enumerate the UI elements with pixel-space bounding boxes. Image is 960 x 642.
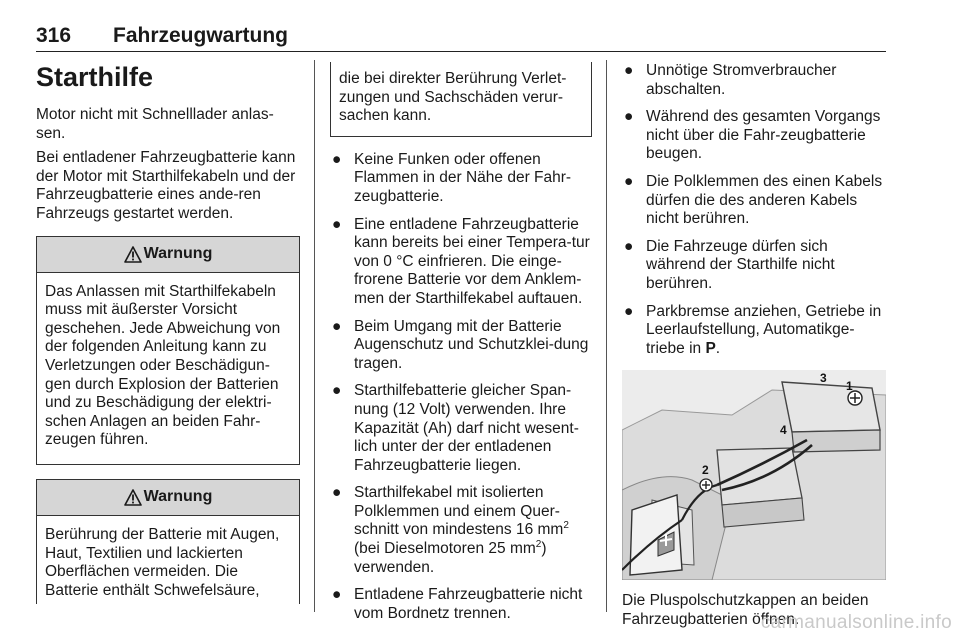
column-2 [330,62,592,632]
watermark: carmanualsonline.info [760,612,952,633]
bullet-icon: ● [624,237,634,255]
figure-caption: Die Pluspolschutzkappen an beiden Fahrzeugbatterien öffnen. [622,592,869,628]
page-number: 316 [36,24,72,47]
figure-callout: 4 [780,423,787,438]
list-item: ● Unnötige Stromverbraucher abschalten. [624,62,837,98]
bullet-icon: ● [624,172,634,190]
figure-callout: 3 [820,371,827,386]
bullet-icon: ● [624,108,634,126]
list-item: ● Starthilfebatterie gleicher Span-nung (12 Volt) verwenden. Ihre Kapazität (Ah) darf nicht wesent-lich unter der der entladenen Fahrzeugbatterie liegen. [332,382,579,474]
list-item: ● Die Fahrzeuge dürfen sich während der Starthilfe nicht berühren. [624,237,835,292]
list-item: ● Entladene Fahrzeugbatterie nicht vom Bordnetz trennen. [332,586,583,622]
bullet-list [622,62,886,358]
warning-box [36,479,300,604]
chapter-title: Fahrzeugwartung [113,24,289,47]
list-item: ● Während des gesamten Vorgangs nicht über die Fahr-zeugbatterie beugen. [624,108,881,163]
column-divider [314,60,315,612]
bullet-icon: ● [332,150,342,168]
warning-triangle-icon [124,246,142,263]
bullet-icon: ● [332,484,342,502]
bullet-list [330,151,592,624]
bullet-icon: ● [332,215,342,233]
list-item: ● Die Polklemmen des einen Kabels dürfen die des anderen Kabels nicht berühren. [624,172,883,228]
warning-title: Warnung [143,488,213,506]
bullet-icon: ● [332,382,342,400]
list-item: ● Keine Funken oder offenen Flammen in der Nähe der Fahr-zeugbatterie. [332,150,572,205]
figure-callout: 2 [702,463,709,478]
bullet-icon: ● [332,317,342,335]
warning-header [37,237,299,273]
warning-box [36,236,300,465]
section-title: Starthilfe [36,62,154,92]
list-item: ● Starthilfekabel mit isolierten Polklemmen und einem Quer-schnitt von mindestens 16 $mm^2$ (bei Dieselmotoren 25 $mm^2$) verwenden. [332,484,569,576]
list-item: ● Parkbremse anziehen, Getriebe in Leerlaufstellung, Automatikge-triebe in P. [624,302,882,357]
bullet-icon: ● [624,62,634,79]
warning-title: Warnung [143,244,213,262]
bullet-icon: ● [624,302,634,320]
list-item: ● Beim Umgang mit der Batterie Augenschutz und Schutzklei-dung tragen. [332,317,589,372]
warning-continuation: die bei direkter Berührung Verlet-zungen und Sachschäden verur-sachen kann. [330,62,592,137]
paragraph: Bei entladener Fahrzeugbatterie kann der Motor mit Starthilfekabeln und der Fahrzeugbatterie eines ande-ren Fahrzeugs gestartet werden. [36,149,296,222]
warning-triangle-icon [124,489,142,506]
figure-callout: 1 [846,379,853,394]
list-item: ● Eine entladene Fahrzeugbatterie kann bereits bei einer Tempera-tur von 0 °C einfrieren. Die einge-frorene Batterie vor dem Anklem-men der Starthilfekabel auftauen. [332,215,590,307]
column-divider [606,60,607,612]
bullet-icon: ● [332,586,342,604]
engine-bay-illustration [622,370,886,580]
column-1 [36,60,300,604]
column-3 [622,62,886,630]
paragraph: Motor nicht mit Schnelllader anlas-sen. [36,106,274,142]
warning-header [37,480,299,516]
warning-text: Berührung der Batterie mit Augen, Haut, Textilien und lackierten Oberflächen vermeiden. Die Batterie enthält Schwefelsäure, [45,525,280,599]
warning-text: Das Anlassen mit Starthilfekabeln muss mit äußerster Vorsicht geschehen. Jede Abweichung von der folgenden Anleitung kann zu Verletzungen oder Beschädigun-gen durch Explosion der Batterien und zu Beschädigung der elektri-schen Anlagen an beiden Fahr-zeugen führen. [45,282,281,449]
page-header [36,24,886,52]
